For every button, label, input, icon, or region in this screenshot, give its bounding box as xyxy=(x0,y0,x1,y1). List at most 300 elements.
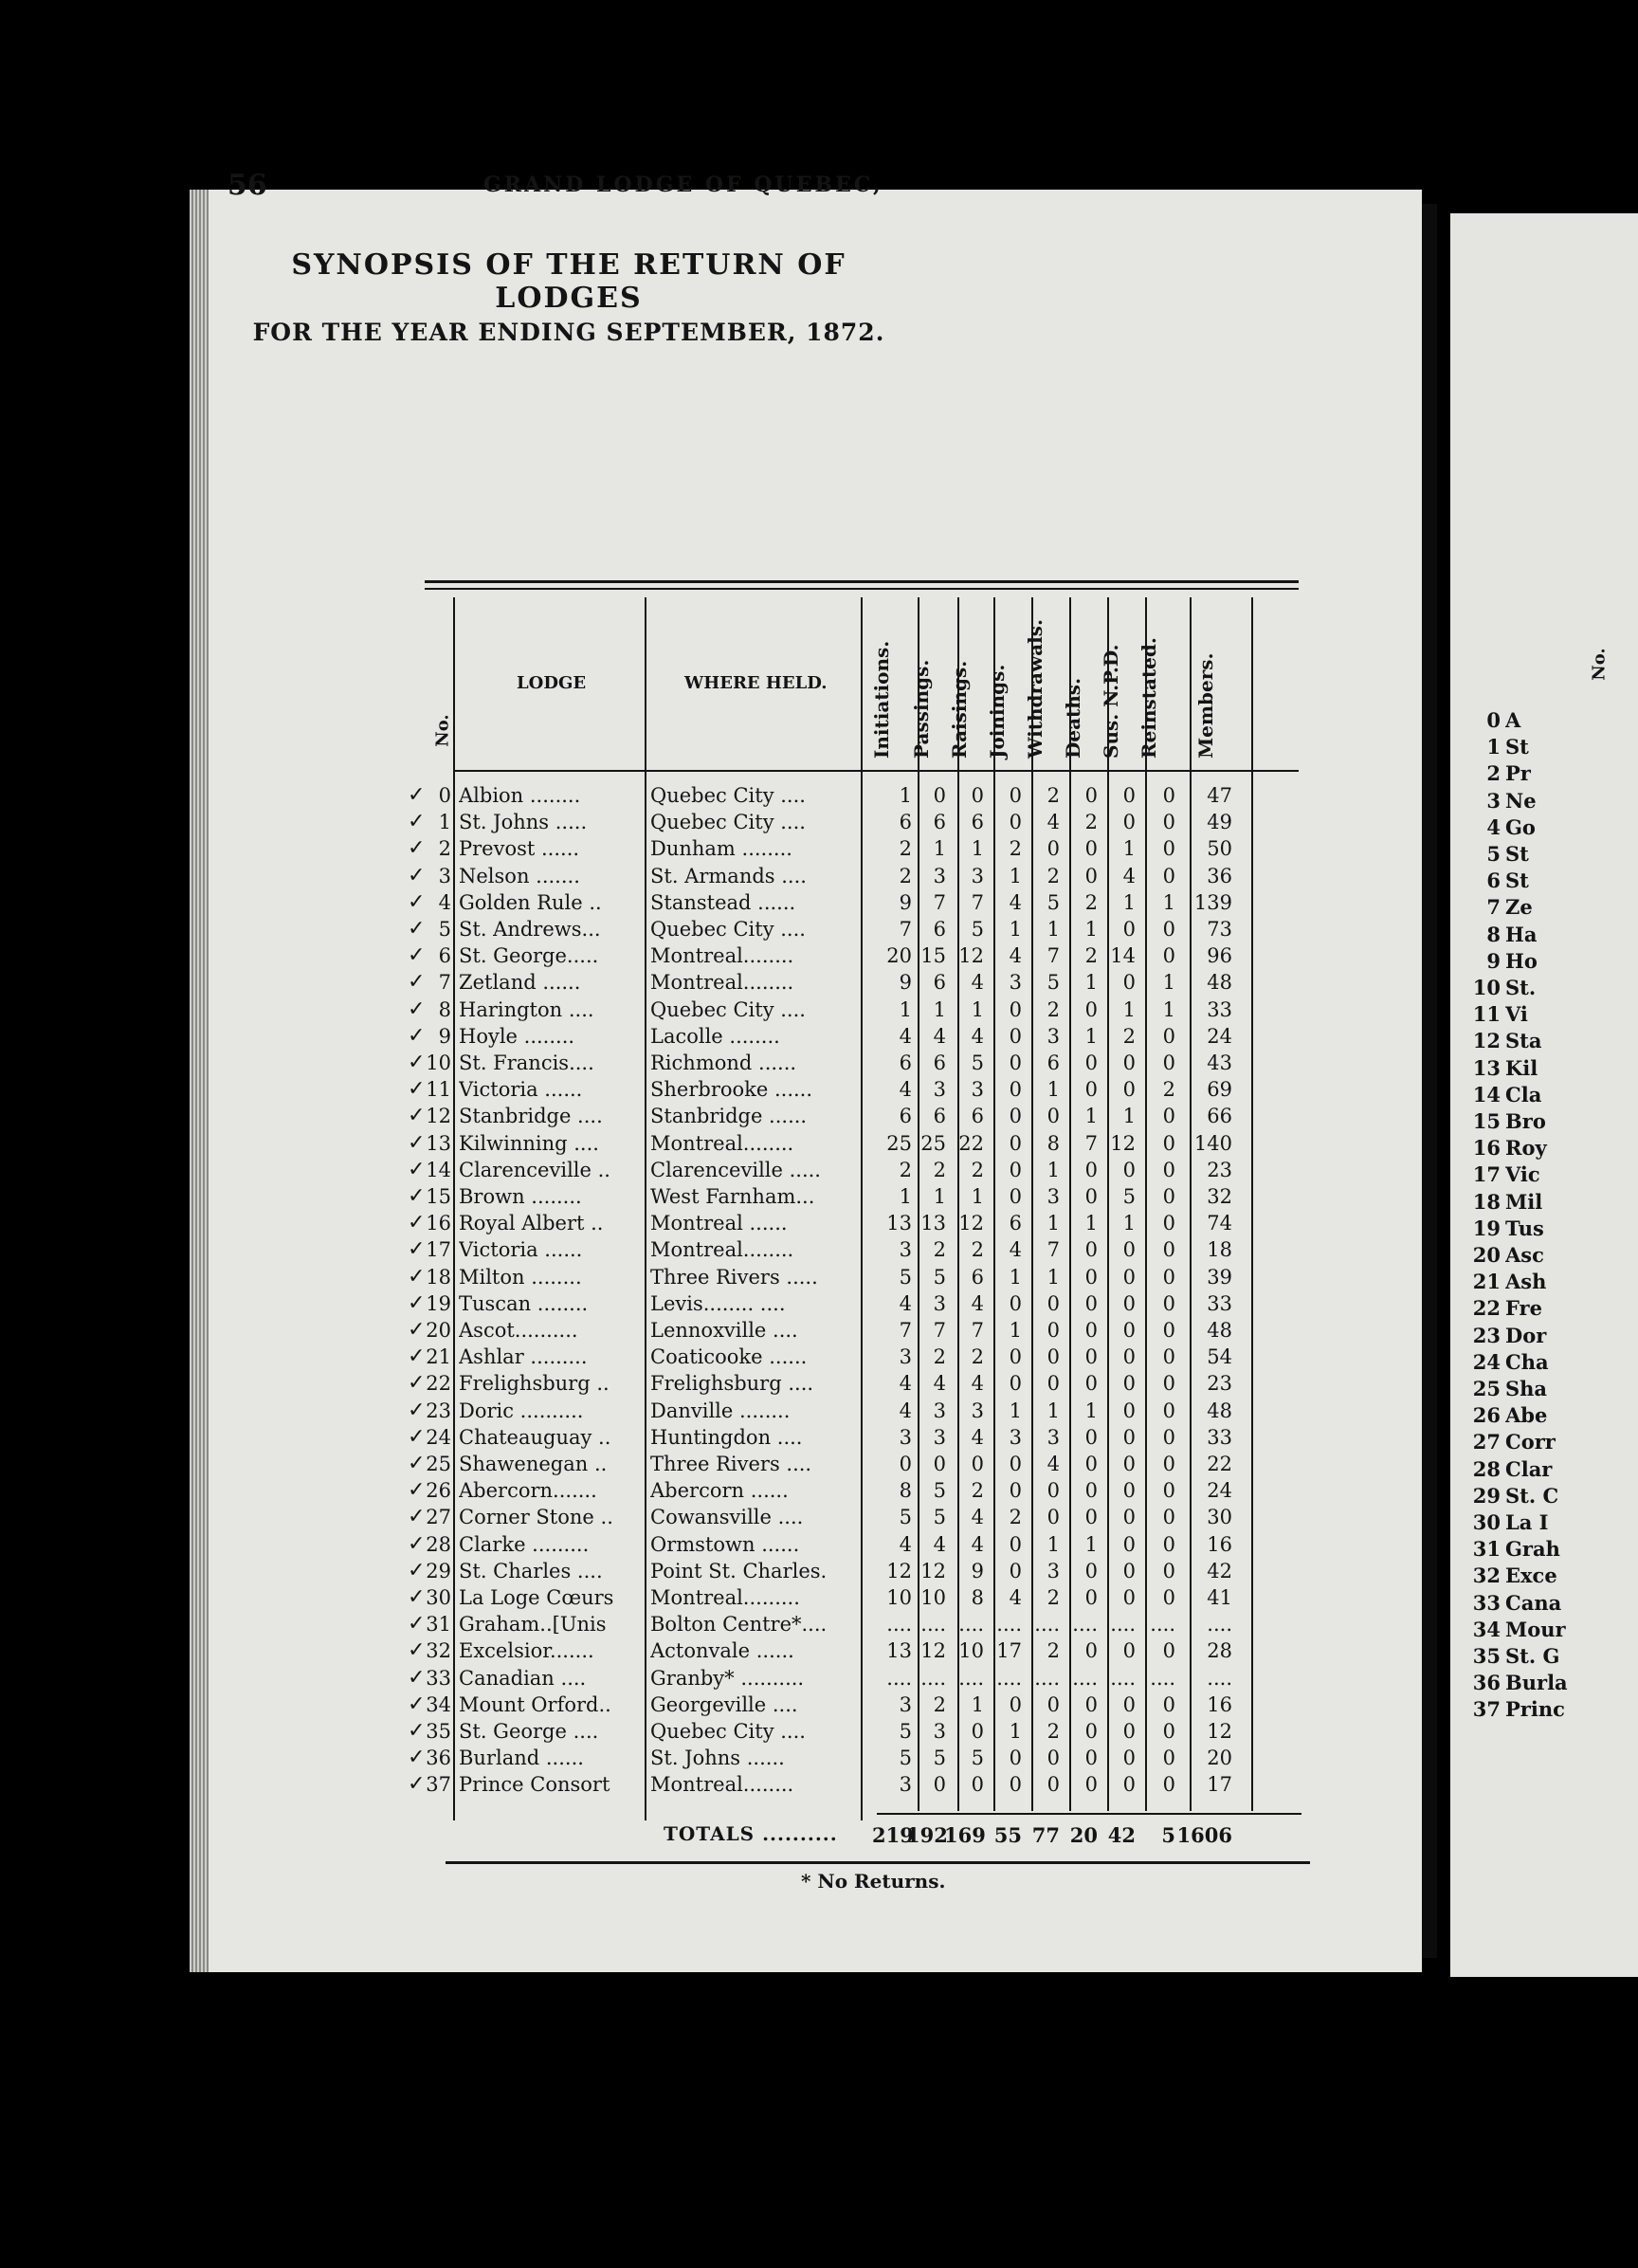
right-lodge-fragment: A xyxy=(1505,708,1521,732)
right-lodge-fragment: Clar xyxy=(1505,1456,1553,1481)
value-withdrawals: 0 xyxy=(1046,837,1060,861)
value-passings: 3 xyxy=(933,1720,946,1743)
table-top-rule xyxy=(425,580,1299,583)
value-withdrawals: .... xyxy=(1034,1613,1060,1637)
check-mark-icon: ✓ xyxy=(408,1478,426,1503)
value-deaths: 0 xyxy=(1084,1291,1098,1315)
where-held: West Farnham... xyxy=(650,1185,815,1208)
value-deaths: 0 xyxy=(1084,1692,1098,1716)
value-passings: 6 xyxy=(933,1105,946,1128)
right-lodge-fragment: Fre xyxy=(1505,1296,1542,1321)
value-reinstated: 0 xyxy=(1162,918,1175,941)
value-withdrawals: 1 xyxy=(1046,1212,1060,1235)
value-joinings: 4 xyxy=(1009,1586,1022,1609)
row-number: 10 xyxy=(426,1052,451,1074)
header-members: Members. xyxy=(1194,652,1217,759)
right-lodge-fragment: Ha xyxy=(1505,922,1538,946)
right-lodge-fragment: Cana xyxy=(1505,1590,1562,1615)
value-passings: .... xyxy=(920,1666,946,1690)
value-passings: 6 xyxy=(933,971,946,995)
value-withdrawals: 5 xyxy=(1046,971,1060,995)
header-lodge: LODGE xyxy=(517,673,587,693)
value-reinstated: 0 xyxy=(1162,1506,1175,1529)
where-held: Sherbrooke ...... xyxy=(650,1078,813,1102)
value-initiations: 2 xyxy=(899,1158,912,1181)
value-sus-npd: 0 xyxy=(1122,1479,1136,1503)
value-reinstated: 0 xyxy=(1162,1479,1175,1503)
row-number: 21 xyxy=(426,1345,451,1369)
value-members: 33 xyxy=(1207,1425,1232,1449)
value-withdrawals: 7 xyxy=(1046,1238,1060,1262)
value-passings: 3 xyxy=(933,1078,946,1102)
right-lodge-fragment: Grah xyxy=(1505,1537,1560,1562)
lodge-name: Royal Albert .. xyxy=(459,1212,604,1235)
value-deaths: 0 xyxy=(1084,1185,1098,1208)
running-head: GRAND LODGE OF QUEBEC, xyxy=(483,173,883,197)
lodge-name: St. Francis.... xyxy=(459,1052,594,1074)
check-mark-icon: ✓ xyxy=(408,863,426,887)
value-withdrawals: 4 xyxy=(1046,1453,1060,1475)
value-deaths: 0 xyxy=(1084,1773,1098,1797)
value-initiations: 4 xyxy=(899,1024,912,1048)
value-sus-npd: 2 xyxy=(1122,1024,1136,1048)
value-initiations: .... xyxy=(886,1666,912,1690)
value-reinstated: 0 xyxy=(1162,1345,1175,1369)
value-deaths: 0 xyxy=(1084,1078,1098,1102)
value-sus-npd: 0 xyxy=(1122,1052,1136,1074)
where-held: Cowansville .... xyxy=(650,1506,804,1529)
row-number: 29 xyxy=(426,1559,451,1582)
check-mark-icon: ✓ xyxy=(408,997,426,1021)
value-withdrawals: 2 xyxy=(1046,864,1060,887)
value-raisings: 6 xyxy=(971,811,984,834)
header-withdrawals: Withdrawals. xyxy=(1024,619,1046,759)
right-row-number: 19 xyxy=(1472,1216,1501,1240)
value-deaths: 0 xyxy=(1084,1559,1098,1582)
page-number: 56 xyxy=(228,169,267,202)
row-number: 9 xyxy=(438,1024,451,1048)
value-joinings: 1 xyxy=(1009,1319,1022,1342)
value-deaths: 0 xyxy=(1084,1345,1098,1369)
right-lodge-fragment: Exce xyxy=(1505,1564,1557,1588)
row-number: 6 xyxy=(438,944,451,968)
lodge-name: Mount Orford.. xyxy=(459,1692,611,1716)
value-members: 48 xyxy=(1207,971,1232,995)
right-lodge-fragment: Vic xyxy=(1505,1162,1540,1187)
value-withdrawals: 0 xyxy=(1046,1105,1060,1128)
value-reinstated: 0 xyxy=(1162,1559,1175,1582)
right-row-number: 7 xyxy=(1486,895,1501,920)
value-reinstated: 0 xyxy=(1162,1319,1175,1342)
value-reinstated: 0 xyxy=(1162,1639,1175,1663)
value-deaths: 0 xyxy=(1084,1586,1098,1609)
value-sus-npd: 0 xyxy=(1122,1158,1136,1181)
value-withdrawals: 1 xyxy=(1046,1078,1060,1102)
value-initiations: 5 xyxy=(899,1720,912,1743)
value-deaths: 0 xyxy=(1084,1265,1098,1289)
value-passings: 1 xyxy=(933,1185,946,1208)
value-initiations: 7 xyxy=(899,1319,912,1342)
lodge-name: Prince Consort xyxy=(459,1773,610,1797)
value-initiations: 1 xyxy=(899,1185,912,1208)
row-number: 3 xyxy=(438,864,451,887)
value-initiations: 5 xyxy=(899,1265,912,1289)
value-initiations: 3 xyxy=(899,1238,912,1262)
lodge-name: St. Andrews... xyxy=(459,918,601,941)
value-reinstated: 0 xyxy=(1162,1158,1175,1181)
value-raisings: 0 xyxy=(971,1720,984,1743)
value-initiations: 13 xyxy=(886,1212,912,1235)
right-lodge-fragment: Sta xyxy=(1505,1029,1542,1053)
value-passings: 2 xyxy=(933,1238,946,1262)
value-initiations: 2 xyxy=(899,864,912,887)
right-lodge-fragment: Ho xyxy=(1505,948,1538,973)
value-members: 32 xyxy=(1207,1185,1232,1208)
value-withdrawals: 5 xyxy=(1046,890,1060,914)
row-number: 33 xyxy=(426,1666,451,1690)
row-number: 27 xyxy=(426,1506,451,1529)
value-initiations: 12 xyxy=(886,1559,912,1582)
row-number: 5 xyxy=(438,918,451,941)
value-raisings: 6 xyxy=(971,1265,984,1289)
value-passings: 5 xyxy=(933,1506,946,1529)
header-deaths: Deaths. xyxy=(1062,677,1084,759)
row-number: 20 xyxy=(426,1319,451,1342)
value-deaths: 0 xyxy=(1084,1372,1098,1396)
value-reinstated: 0 xyxy=(1162,1131,1175,1155)
value-raisings: 9 xyxy=(971,1559,984,1582)
lodge-name: Doric .......... xyxy=(459,1399,584,1422)
value-initiations: 5 xyxy=(899,1506,912,1529)
value-withdrawals: 2 xyxy=(1046,1586,1060,1609)
value-reinstated: 0 xyxy=(1162,1265,1175,1289)
value-sus-npd: 0 xyxy=(1122,784,1136,807)
check-mark-icon: ✓ xyxy=(408,1318,426,1342)
right-row-number: 33 xyxy=(1472,1590,1501,1615)
value-deaths: 0 xyxy=(1084,1639,1098,1663)
value-deaths: 7 xyxy=(1084,1131,1098,1155)
value-initiations: 13 xyxy=(886,1639,912,1663)
value-members: 22 xyxy=(1207,1453,1232,1475)
check-mark-icon: ✓ xyxy=(408,1077,426,1102)
value-initiations: 10 xyxy=(886,1586,912,1609)
book-gutter xyxy=(1422,204,1437,1958)
value-joinings: 2 xyxy=(1009,837,1022,861)
total-passings: 192 xyxy=(906,1823,948,1847)
value-passings: 2 xyxy=(933,1158,946,1181)
value-members: 47 xyxy=(1207,784,1232,807)
value-withdrawals: 0 xyxy=(1046,1773,1060,1797)
where-held: Montreal........ xyxy=(650,1131,794,1155)
check-mark-icon: ✓ xyxy=(408,1344,426,1369)
value-initiations: 4 xyxy=(899,1532,912,1556)
value-members: 48 xyxy=(1207,1319,1232,1342)
lodge-name: Albion ........ xyxy=(459,784,581,807)
value-sus-npd: 0 xyxy=(1122,1692,1136,1716)
where-held: Montreal........ xyxy=(650,944,794,968)
check-mark-icon: ✓ xyxy=(408,1772,426,1797)
value-initiations: 6 xyxy=(899,1052,912,1074)
check-mark-icon: ✓ xyxy=(408,1023,426,1048)
value-sus-npd: 0 xyxy=(1122,918,1136,941)
right-lodge-fragment: Mil xyxy=(1505,1189,1543,1214)
header-reinstated: Reinstated. xyxy=(1138,637,1160,759)
right-lodge-fragment: Vi xyxy=(1505,1002,1528,1027)
value-deaths: .... xyxy=(1072,1666,1098,1690)
check-mark-icon: ✓ xyxy=(408,1371,426,1396)
check-mark-icon: ✓ xyxy=(408,1452,426,1475)
value-reinstated: 0 xyxy=(1162,1532,1175,1556)
value-members: 42 xyxy=(1207,1559,1232,1582)
value-initiations: 0 xyxy=(899,1453,912,1475)
value-passings: 5 xyxy=(933,1747,946,1770)
value-reinstated: 0 xyxy=(1162,1052,1175,1074)
lodge-name: Clarke ......... xyxy=(459,1532,590,1556)
row-number: 28 xyxy=(426,1532,451,1556)
value-raisings: 7 xyxy=(971,1319,984,1342)
right-lodge-fragment: Ne xyxy=(1505,788,1537,813)
right-lodge-fragment: Go xyxy=(1505,814,1536,839)
value-members: 20 xyxy=(1207,1747,1232,1770)
lodge-name: Prevost ...... xyxy=(459,837,580,861)
value-passings: 10 xyxy=(920,1586,946,1609)
value-initiations: 20 xyxy=(886,944,912,968)
lodge-name: St. Charles .... xyxy=(459,1559,603,1582)
value-raisings: 2 xyxy=(971,1158,984,1181)
value-members: .... xyxy=(1207,1666,1232,1690)
value-reinstated: 0 xyxy=(1162,1105,1175,1128)
lodge-name: St. Johns ..... xyxy=(459,811,588,834)
value-sus-npd: .... xyxy=(1110,1666,1136,1690)
lodge-name: Chateauguay .. xyxy=(459,1425,611,1449)
right-row-number: 2 xyxy=(1486,761,1501,786)
right-row-number: 30 xyxy=(1472,1510,1501,1534)
value-passings: 4 xyxy=(933,1372,946,1396)
lodge-name: Frelighsburg .. xyxy=(459,1372,610,1396)
value-deaths: 2 xyxy=(1084,811,1098,834)
value-reinstated: 0 xyxy=(1162,1291,1175,1315)
row-number: 0 xyxy=(438,784,451,807)
value-sus-npd: 0 xyxy=(1122,1506,1136,1529)
check-mark-icon: ✓ xyxy=(408,1237,426,1262)
value-raisings: 3 xyxy=(971,1078,984,1102)
right-row-number: 13 xyxy=(1472,1055,1501,1080)
right-lodge-fragment: St xyxy=(1505,735,1529,759)
right-row-number: 11 xyxy=(1472,1002,1501,1027)
lodge-name: La Loge Cœurs xyxy=(459,1586,614,1609)
check-mark-icon: ✓ xyxy=(408,917,426,941)
where-held: Abercorn ...... xyxy=(650,1479,789,1503)
where-held: Ormstown ...... xyxy=(650,1532,800,1556)
value-initiations: 4 xyxy=(899,1078,912,1102)
value-initiations: 25 xyxy=(886,1131,912,1155)
value-joinings: 0 xyxy=(1009,811,1022,834)
where-held: Stanbridge ...... xyxy=(650,1105,808,1128)
value-deaths: 0 xyxy=(1084,1319,1098,1342)
value-members: 54 xyxy=(1207,1345,1232,1369)
value-sus-npd: .... xyxy=(1110,1613,1136,1637)
value-members: 24 xyxy=(1207,1479,1232,1503)
value-passings: 3 xyxy=(933,1399,946,1422)
value-joinings: 0 xyxy=(1009,997,1022,1021)
lodge-name: Tuscan ........ xyxy=(459,1291,589,1315)
value-withdrawals: 8 xyxy=(1046,1131,1060,1155)
total-joinings: 55 xyxy=(993,1823,1022,1847)
value-withdrawals: 3 xyxy=(1046,1024,1060,1048)
right-lodge-fragment: La I xyxy=(1505,1510,1549,1534)
check-mark-icon: ✓ xyxy=(408,1157,426,1181)
row-number: 23 xyxy=(426,1399,451,1422)
lodge-name: Ashlar ......... xyxy=(459,1345,588,1369)
value-passings: 0 xyxy=(933,784,946,807)
value-members: 48 xyxy=(1207,1399,1232,1422)
value-members: 17 xyxy=(1207,1773,1232,1797)
lodge-name: Hoyle ........ xyxy=(459,1024,575,1048)
table-bottom-rule xyxy=(446,1861,1310,1864)
check-mark-icon: ✓ xyxy=(408,1264,426,1289)
value-members: 139 xyxy=(1193,890,1232,914)
value-members: 96 xyxy=(1207,944,1232,968)
right-row-number: 6 xyxy=(1486,869,1501,893)
value-joinings: 1 xyxy=(1009,918,1022,941)
where-held: Lacolle ........ xyxy=(650,1024,780,1048)
where-held: Montreal........ xyxy=(650,1238,794,1262)
lodge-name: Nelson ....... xyxy=(459,864,580,887)
value-members: 36 xyxy=(1207,864,1232,887)
header-joinings: Joinings. xyxy=(986,664,1009,759)
value-sus-npd: 4 xyxy=(1122,864,1136,887)
where-held: Point St. Charles. xyxy=(650,1559,828,1582)
value-members: 23 xyxy=(1207,1158,1232,1181)
value-withdrawals: .... xyxy=(1034,1666,1060,1690)
row-number: 30 xyxy=(426,1586,451,1609)
value-raisings: 12 xyxy=(958,944,984,968)
value-sus-npd: 0 xyxy=(1122,1291,1136,1315)
value-joinings: .... xyxy=(996,1666,1022,1690)
lodge-name: Brown ........ xyxy=(459,1185,582,1208)
right-lodge-fragment: St xyxy=(1505,842,1529,866)
value-joinings: 1 xyxy=(1009,1265,1022,1289)
value-members: 16 xyxy=(1207,1532,1232,1556)
value-reinstated: 0 xyxy=(1162,1773,1175,1797)
value-joinings: 0 xyxy=(1009,1078,1022,1102)
value-members: 33 xyxy=(1207,997,1232,1021)
value-reinstated: 0 xyxy=(1162,944,1175,968)
right-row-number: 8 xyxy=(1486,922,1501,946)
right-row-number: 36 xyxy=(1472,1671,1501,1695)
value-passings: 5 xyxy=(933,1479,946,1503)
value-deaths: 0 xyxy=(1084,1453,1098,1475)
total-deaths: 20 xyxy=(1069,1823,1098,1847)
value-members: 28 xyxy=(1207,1639,1232,1663)
value-deaths: 0 xyxy=(1084,1720,1098,1743)
value-reinstated: 1 xyxy=(1162,997,1175,1021)
value-deaths: 0 xyxy=(1084,1052,1098,1074)
right-lodge-fragment: Burla xyxy=(1505,1671,1568,1695)
value-members: 74 xyxy=(1207,1212,1232,1235)
row-number: 18 xyxy=(426,1265,451,1289)
value-sus-npd: 0 xyxy=(1122,1747,1136,1770)
value-reinstated: 0 xyxy=(1162,1185,1175,1208)
header-initiations: Initiations. xyxy=(870,640,893,759)
value-reinstated: 0 xyxy=(1162,1425,1175,1449)
value-joinings: 0 xyxy=(1009,1185,1022,1208)
value-withdrawals: 6 xyxy=(1046,1052,1060,1074)
value-joinings: 0 xyxy=(1009,1479,1022,1503)
row-number: 36 xyxy=(426,1747,451,1770)
total-reinstated: 5 xyxy=(1161,1823,1175,1847)
value-sus-npd: 0 xyxy=(1122,1586,1136,1609)
check-mark-icon: ✓ xyxy=(408,889,426,914)
value-deaths: 1 xyxy=(1084,918,1098,941)
value-withdrawals: 4 xyxy=(1046,811,1060,834)
value-passings: 6 xyxy=(933,918,946,941)
row-number: 15 xyxy=(426,1185,451,1208)
lodge-name: St. George .... xyxy=(459,1720,599,1743)
value-passings: 7 xyxy=(933,1319,946,1342)
value-members: 140 xyxy=(1193,1131,1232,1155)
where-held: Granby* .......... xyxy=(650,1666,805,1690)
value-sus-npd: 0 xyxy=(1122,1773,1136,1797)
right-header-no: No. xyxy=(1589,648,1610,681)
value-passings: 12 xyxy=(920,1559,946,1582)
value-raisings: 4 xyxy=(971,1506,984,1529)
value-sus-npd: 1 xyxy=(1122,997,1136,1021)
value-sus-npd: 0 xyxy=(1122,1399,1136,1422)
value-withdrawals: 0 xyxy=(1046,1291,1060,1315)
value-passings: 0 xyxy=(933,1453,946,1475)
right-row-number: 35 xyxy=(1472,1644,1501,1668)
value-passings: 1 xyxy=(933,997,946,1021)
value-deaths: 0 xyxy=(1084,1425,1098,1449)
right-lodge-fragment: Ze xyxy=(1505,895,1533,920)
value-members: 69 xyxy=(1207,1078,1232,1102)
value-joinings: 0 xyxy=(1009,1372,1022,1396)
lodge-name: Golden Rule .. xyxy=(459,890,602,914)
where-held: Levis........ .... xyxy=(650,1291,786,1315)
value-joinings: 4 xyxy=(1009,890,1022,914)
column-rule xyxy=(1251,597,1253,1811)
lodge-name: Kilwinning .... xyxy=(459,1131,599,1155)
value-initiations: 3 xyxy=(899,1773,912,1797)
value-raisings: 2 xyxy=(971,1238,984,1262)
value-deaths: 0 xyxy=(1084,1506,1098,1529)
value-reinstated: 0 xyxy=(1162,1747,1175,1770)
right-lodge-fragment: St xyxy=(1505,869,1529,893)
lodge-name: Harington .... xyxy=(459,997,594,1021)
value-raisings: 4 xyxy=(971,1425,984,1449)
lodge-name: St. George..... xyxy=(459,944,599,968)
right-lodge-fragment: St. C xyxy=(1505,1483,1559,1508)
value-sus-npd: 0 xyxy=(1122,1720,1136,1743)
check-mark-icon: ✓ xyxy=(408,943,426,968)
value-joinings: 0 xyxy=(1009,1692,1022,1716)
value-raisings: 1 xyxy=(971,997,984,1021)
where-held: Three Rivers .... xyxy=(650,1453,812,1475)
value-passings: 5 xyxy=(933,1265,946,1289)
value-initiations: 3 xyxy=(899,1425,912,1449)
value-withdrawals: 1 xyxy=(1046,1399,1060,1422)
value-sus-npd: 1 xyxy=(1122,890,1136,914)
right-row-number: 34 xyxy=(1472,1617,1501,1641)
check-mark-icon: ✓ xyxy=(408,1398,426,1422)
header-passings: Passings. xyxy=(910,659,933,759)
value-raisings: 1 xyxy=(971,1185,984,1208)
value-passings: 12 xyxy=(920,1639,946,1663)
value-sus-npd: 0 xyxy=(1122,1453,1136,1475)
value-deaths: 0 xyxy=(1084,1238,1098,1262)
row-number: 31 xyxy=(426,1613,451,1637)
